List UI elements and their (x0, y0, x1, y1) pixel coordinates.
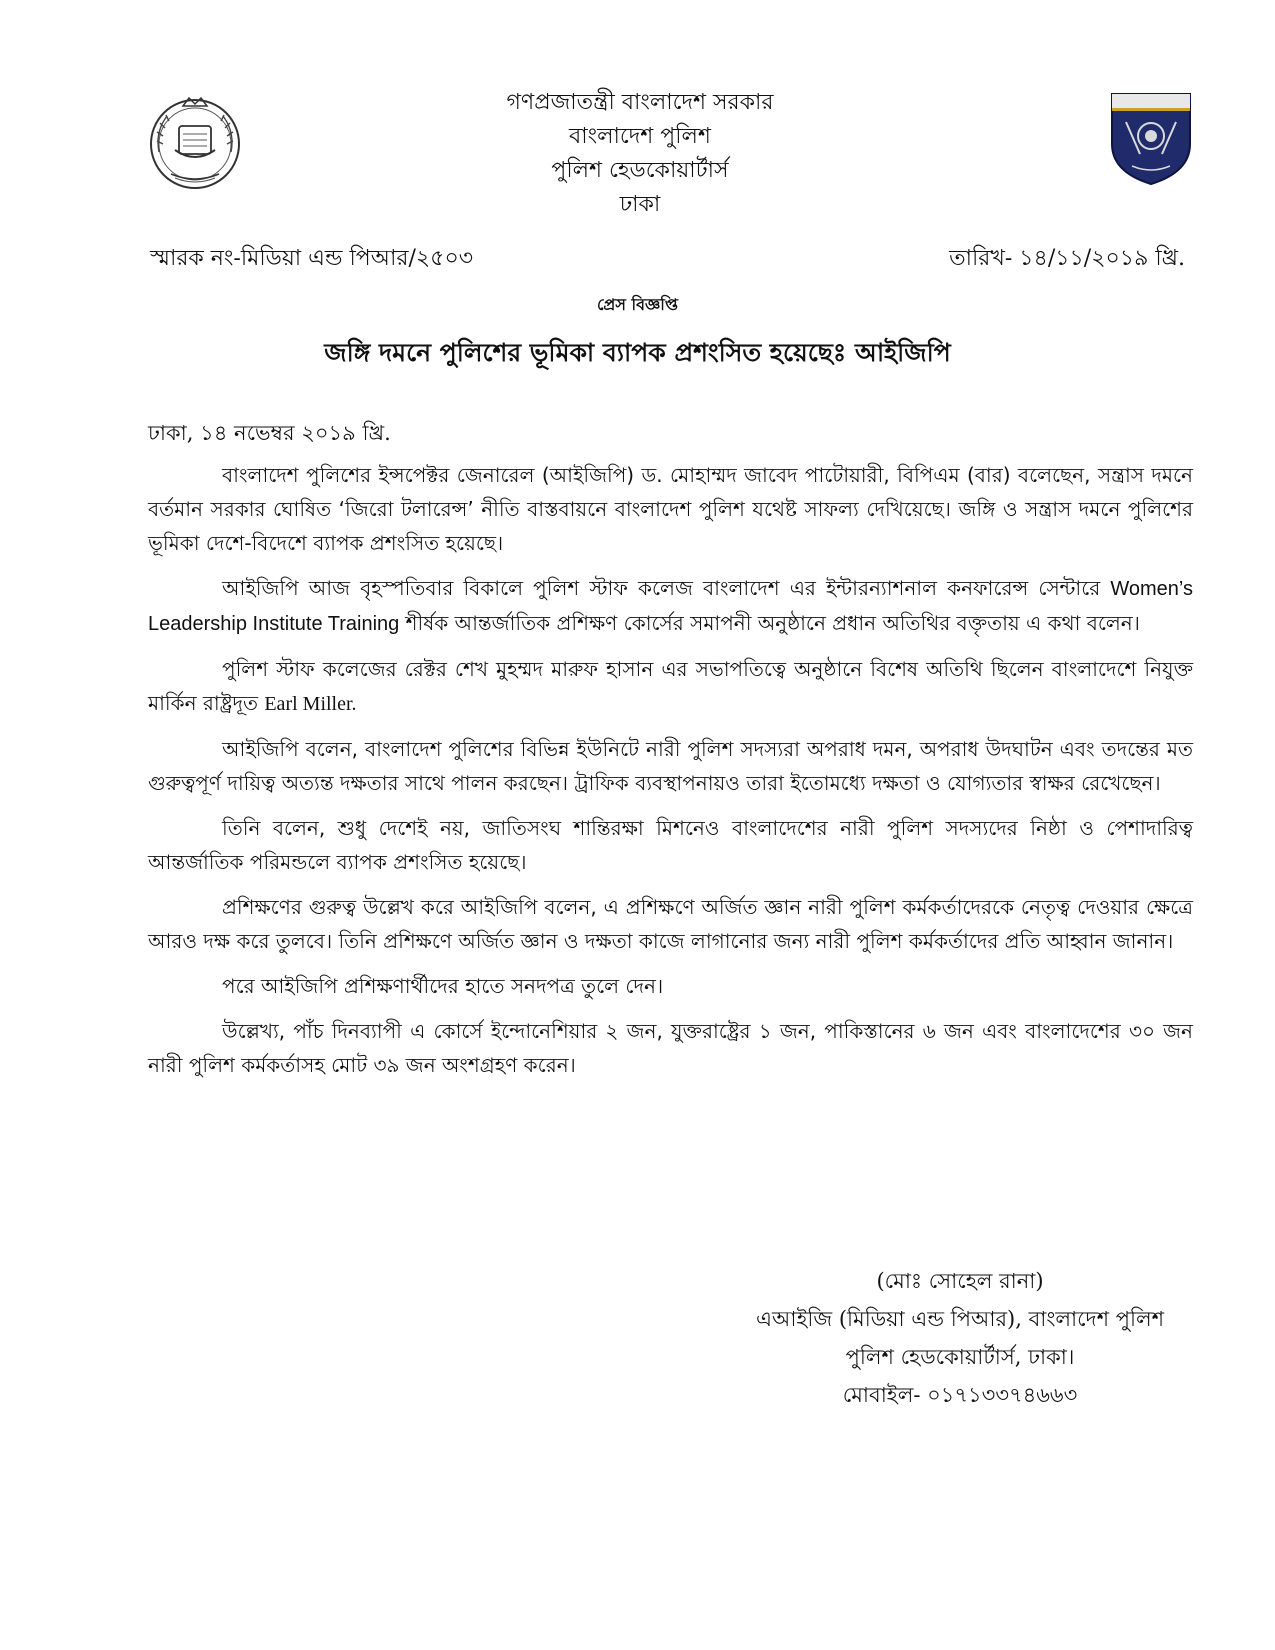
paragraph-2-text-after: শীর্ষক আন্তর্জাতিক প্রশিক্ষণ কোর্সের সমাপনী অনুষ্ঠানে প্রধান অতিথির বক্তৃতায় এ কথা বলেন। (399, 611, 1140, 635)
signatory-designation: এআইজি (মিডিয়া এন্ড পিআর), বাংলাদেশ পুলিশ (755, 1307, 1165, 1331)
paragraph-1: বাংলাদেশ পুলিশের ইন্সপেক্টর জেনারেল (আইজিপি) ড. মোহাম্মদ জাবেদ পাটোয়ারী, বিপিএম (বার) বলেছেন, সন্ত্রাস দমনে বর্তমান সরকার ঘোষিত ‘জিরো টলারেন্স’ নীতি বাস্তবায়নে বাংলাদেশ পুলিশ যথেষ্ট সাফল্য দেখিয়েছে। জঙ্গি ও সন্ত্রাস দমনে পুলিশের ভূমিকা দেশে-বিদেশে ব্যাপক প্রশংসিত হয়েছে। (148, 463, 1193, 555)
header-city: ঢাকা (619, 192, 661, 217)
paragraph-6: প্রশিক্ষণের গুরুত্ব উল্লেখ করে আইজিপি বলেন, এ প্রশিক্ষণে অর্জিত জ্ঞান নারী পুলিশ কর্মকর্তাদেরকে নেতৃত্ব দেওয়ার ক্ষেত্রে আরও দক্ষ করে তুলবে। তিনি প্রশিক্ষণে অর্জিত জ্ঞান ও দক্ষতা কাজে লাগানোর জন্য নারী পুলিশ কর্মকর্তাদের প্রতি আহ্বান জানান। (148, 895, 1193, 953)
signatory-name: (মোঃ সোহেল রানা) (876, 1269, 1044, 1293)
header-government: গণপ্রজাতন্ত্রী বাংলাদেশ সরকার (506, 90, 774, 115)
press-release-label: প্রেস বিজ্ঞপ্তি (596, 295, 679, 314)
paragraph-8: উল্লেখ্য, পাঁচ দিনব্যাপী এ কোর্সে ইন্দোনেশিয়ার ২ জন, যুক্তরাষ্ট্রের ১ জন, পাকিস্তানের ৬ জন এবং বাংলাদেশের ৩০ জন নারী পুলিশ কর্মকর্তাসহ মোট ৩৯ জন অংশগ্রহণ করেন। (148, 1019, 1193, 1077)
header-organization: বাংলাদেশ পুলিশ (569, 124, 711, 149)
paragraph-4: আইজিপি বলেন, বাংলাদেশ পুলিশের বিভিন্ন ইউনিটে নারী পুলিশ সদস্যরা অপরাধ দমন, অপরাধ উদঘাটন এবং তদন্তের মত গুরুত্বপূর্ণ দায়িত্ব অত্যন্ত দক্ষতার সাথে পালন করছেন। ট্রাফিক ব্যবস্থাপনায়ও তারা ইতোমধ্যে দক্ষতা ও যোগ্যতার স্বাক্ষর রেখেছেন। (148, 737, 1193, 795)
page-title: জঙ্গি দমনে পুলিশের ভূমিকা ব্যাপক প্রশংসিত হয়েছেঃ আইজিপি (324, 338, 951, 367)
press-release-body (148, 416, 1193, 1093)
dateline: ঢাকা, ১৪ নভেম্বর ২০১৯ খ্রি. (148, 421, 391, 445)
police-staff-college-shield-icon (1110, 92, 1192, 186)
header-office: পুলিশ হেডকোয়ার্টার্স (551, 158, 729, 183)
signatory-mobile: মোবাইল- ০১৭১৩৩৭৪৬৬৩ (842, 1383, 1078, 1407)
paragraph-2 (148, 571, 1193, 641)
paragraph-5: তিনি বলেন, শুধু দেশেই নয়, জাতিসংঘ শান্তিরক্ষা মিশনেও বাংলাদেশের নারী পুলিশ সদস্যদের নিষ্ঠা ও পেশাদারিত্ব আন্তর্জাতিক পরিমন্ডলে ব্যাপক প্রশংসিত হয়েছে। (148, 816, 1193, 874)
memo-date: তারিখ- ১৪/১১/২০১৯ খ্রি. (949, 246, 1185, 271)
ambassador-name: Earl Miller. (264, 693, 357, 715)
paragraph-7: পরে আইজিপি প্রশিক্ষণার্থীদের হাতে সনদপত্র তুলে দেন। (222, 974, 664, 998)
signatory-office: পুলিশ হেডকোয়ার্টার্স, ঢাকা। (845, 1345, 1075, 1369)
paragraph-3 (148, 652, 1193, 721)
police-emblem-icon (145, 92, 245, 192)
paragraph-2-text-before: আইজিপি আজ বৃহস্পতিবার বিকালে পুলিশ স্টাফ কলেজ বাংলাদেশ এর ইন্টারন্যাশনাল কনফারেন্স সেন্টারে (222, 576, 1111, 600)
signature-block (720, 1262, 1200, 1414)
course-name: Women’s Leadership Institute Training (148, 578, 1193, 635)
paragraph-3-text-before: পুলিশ স্টাফ কলেজের রেক্টর শেখ মুহম্মদ মারুফ হাসান এর সভাপতিত্বে অনুষ্ঠানে বিশেষ অতিথি ছিলেন বাংলাদেশে নিযুক্ত মার্কিন রাষ্ট্রদূত (148, 657, 1193, 715)
letterhead (360, 86, 920, 222)
memo-number: স্মারক নং-মিডিয়া এন্ড পিআর/২৫০৩ (150, 246, 474, 271)
